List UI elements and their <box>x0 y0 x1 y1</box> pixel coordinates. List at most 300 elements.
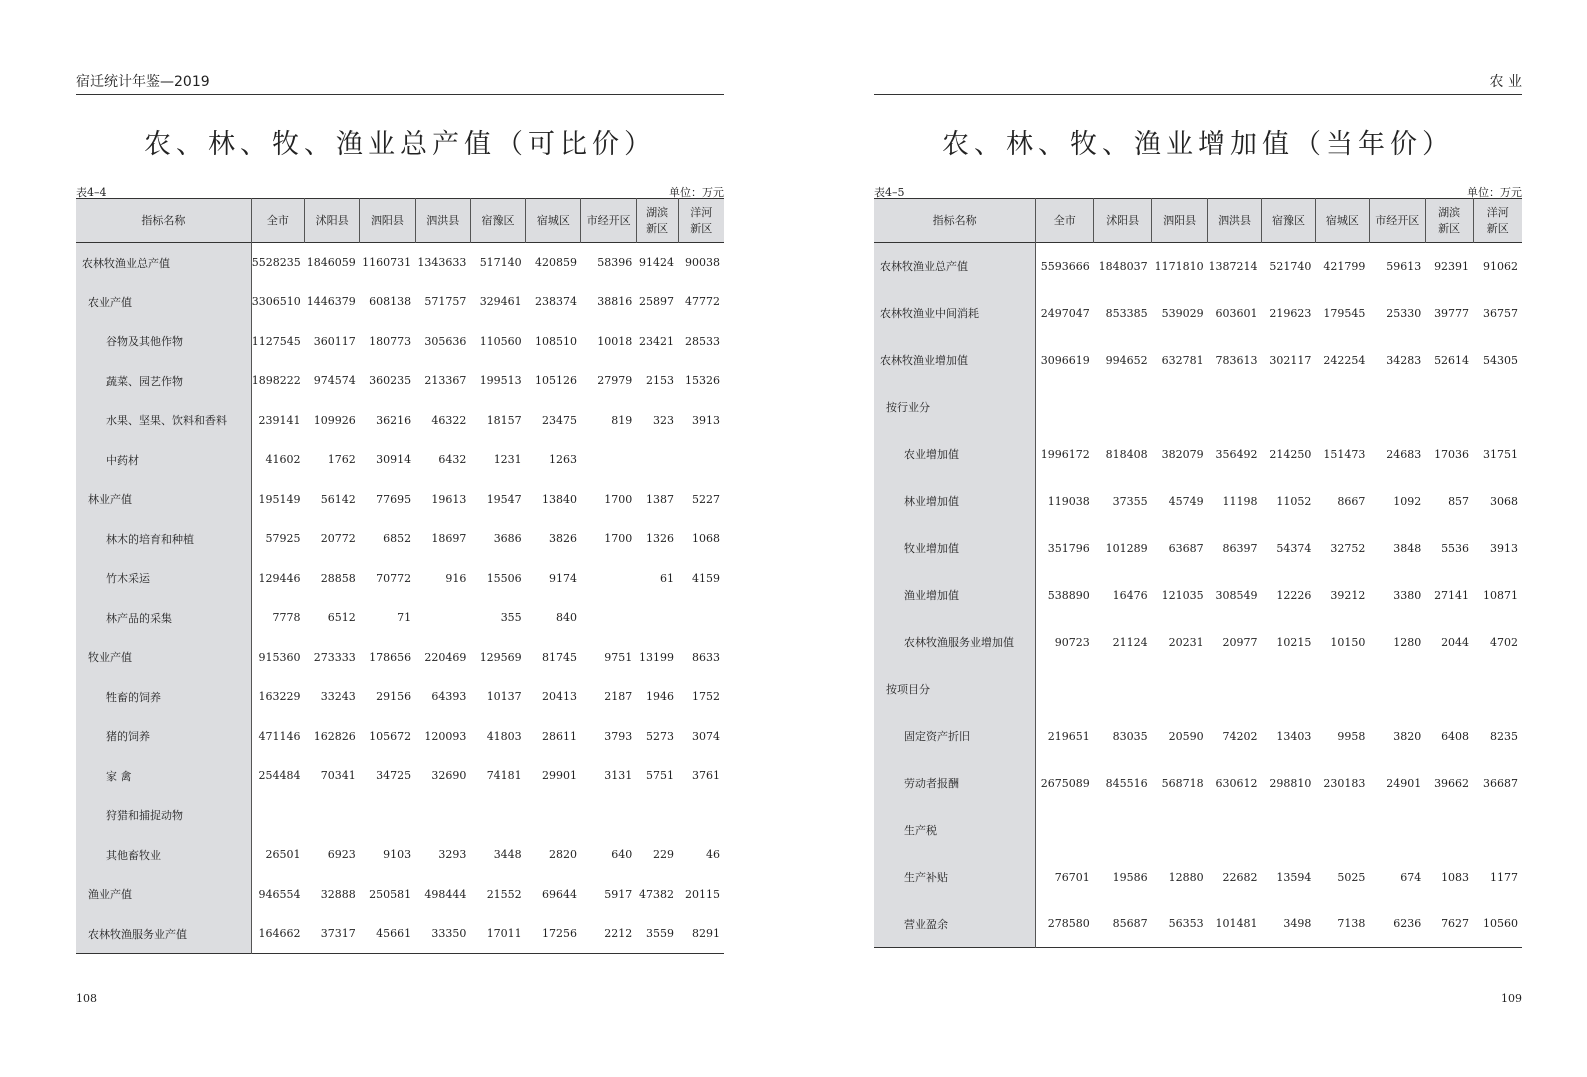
table-cell: 7627 <box>1441 917 1470 931</box>
row-label: 渔业增加值 <box>874 572 1036 619</box>
table-cell: 214250 <box>1269 447 1312 461</box>
table-cell: 33243 <box>320 690 356 704</box>
table-cell: 308549 <box>1215 588 1258 602</box>
table-cell: 74202 <box>1222 729 1258 743</box>
table-cell: 34725 <box>376 769 412 783</box>
table-cell: 632781 <box>1161 353 1204 367</box>
table-cell <box>251 796 304 836</box>
table-cell: 2675089 <box>1040 776 1090 790</box>
table-cell: 213367 <box>424 374 467 388</box>
table-cell <box>470 796 525 836</box>
table-cell: 2820 <box>548 848 577 862</box>
column-header: 湖滨 新区 <box>636 199 678 243</box>
table-cell: 13403 <box>1276 729 1312 743</box>
table-cell: 3913 <box>692 413 720 427</box>
table-cell: 92391 <box>1434 259 1470 273</box>
table-cell <box>1036 384 1094 431</box>
table-cell: 1160731 <box>362 256 412 269</box>
table-cell: 853385 <box>1105 306 1148 320</box>
row-label: 农林牧渔业中间消耗 <box>874 290 1036 337</box>
table-cell: 1068 <box>692 532 720 546</box>
table-cell: 91424 <box>639 256 675 269</box>
table-cell <box>1094 384 1152 431</box>
table-cell: 1848037 <box>1098 259 1148 273</box>
table-row <box>76 322 724 362</box>
table-cell: 17256 <box>541 927 577 940</box>
row-label: 固定资产折旧 <box>874 713 1036 760</box>
table-cell: 32888 <box>320 887 356 901</box>
unit-label: 单位：万元 <box>1467 186 1522 199</box>
table-cell <box>1473 666 1522 713</box>
column-header: 市经开区 <box>1369 199 1425 243</box>
column-header: 泗洪县 <box>1208 199 1262 243</box>
table-cell: 199513 <box>479 374 522 388</box>
table-cell: 845516 <box>1105 776 1148 790</box>
table-cell: 1326 <box>646 532 675 546</box>
column-header: 全市 <box>251 199 304 243</box>
page-title: 农、林、牧、渔业增加值（当年价） <box>942 129 1454 160</box>
table-cell: 8633 <box>692 650 720 664</box>
table-cell: 45749 <box>1168 494 1204 508</box>
row-label: 农业产值 <box>76 282 251 322</box>
row-label: 谷物及其他作物 <box>76 322 251 362</box>
table-row <box>76 796 724 836</box>
table-cell: 32752 <box>1330 541 1366 555</box>
table-cell: 3074 <box>692 729 720 743</box>
table-cell: 640 <box>611 848 633 862</box>
table-cell: 20231 <box>1168 635 1204 649</box>
table-cell: 356492 <box>1215 447 1258 461</box>
table-cell <box>581 440 636 480</box>
table-row <box>76 361 724 401</box>
table-cell: 91062 <box>1483 259 1518 273</box>
table-cell <box>1315 807 1369 854</box>
table-cell: 83035 <box>1112 729 1148 743</box>
data-table <box>874 198 1522 948</box>
section-header: 农 业 <box>1489 74 1522 90</box>
table-cell: 29901 <box>541 769 577 783</box>
table-cell: 994652 <box>1105 353 1148 367</box>
table-cell: 1092 <box>1393 494 1422 508</box>
table-cell: 1127545 <box>251 334 301 348</box>
row-label: 牧业产值 <box>76 638 251 678</box>
table-cell: 603601 <box>1215 306 1258 320</box>
table-cell: 1996172 <box>1040 447 1090 461</box>
page-title: 农、林、牧、渔业总产值（可比价） <box>144 129 656 160</box>
row-label: 按项目分 <box>874 666 1036 713</box>
table-row <box>874 525 1522 572</box>
table-cell: 162826 <box>313 729 356 743</box>
table-row <box>874 572 1522 619</box>
table-cell: 3913 <box>1490 541 1518 555</box>
table-cell: 5536 <box>1441 541 1470 555</box>
table-cell: 7778 <box>272 611 301 625</box>
table-cell: 1343633 <box>417 256 467 269</box>
table-cell: 6512 <box>327 611 356 625</box>
table-cell <box>360 796 415 836</box>
table-cell: 17036 <box>1434 447 1470 461</box>
table-cell: 974574 <box>313 374 356 388</box>
table-cell: 915360 <box>258 650 301 664</box>
table-cell <box>526 796 581 836</box>
row-label: 牧业增加值 <box>874 525 1036 572</box>
table-cell: 3096619 <box>1040 353 1090 367</box>
table-cell: 1762 <box>327 453 356 467</box>
table-cell: 517140 <box>479 256 522 269</box>
table-cell: 33350 <box>431 927 467 940</box>
table-cell: 20590 <box>1168 729 1204 743</box>
table-cell: 69644 <box>541 887 577 901</box>
table-cell: 302117 <box>1269 353 1312 367</box>
table-cell: 3793 <box>604 729 633 743</box>
row-label: 其他畜牧业 <box>76 835 251 875</box>
table-cell <box>1369 384 1425 431</box>
table-cell: 420859 <box>534 256 577 269</box>
table-cell: 61 <box>660 571 675 585</box>
table-cell: 26501 <box>265 848 301 862</box>
table-cell <box>1262 666 1316 713</box>
table-cell: 10137 <box>486 690 522 704</box>
table-cell: 946554 <box>258 887 301 901</box>
column-header: 泗阳县 <box>360 199 415 243</box>
table-cell: 1946 <box>646 690 675 704</box>
table-cell: 1700 <box>604 532 633 546</box>
table-row <box>874 713 1522 760</box>
table-row <box>76 559 724 599</box>
table-cell: 81745 <box>541 650 577 664</box>
table-cell: 1280 <box>1393 635 1422 649</box>
table-cell: 239141 <box>258 413 301 427</box>
table-cell: 86397 <box>1222 541 1258 555</box>
table-row <box>874 901 1522 948</box>
table-cell: 538890 <box>1047 588 1090 602</box>
table-row <box>874 619 1522 666</box>
table-cell: 8667 <box>1337 494 1366 508</box>
table-cell <box>1208 807 1262 854</box>
table-cell: 3131 <box>604 769 633 783</box>
table-row <box>76 717 724 757</box>
table-cell: 29156 <box>376 690 412 704</box>
table-cell: 273333 <box>313 650 356 664</box>
row-label: 林木的培育和种植 <box>76 519 251 559</box>
row-label: 农林牧渔服务业产值 <box>76 914 251 954</box>
table-cell: 10871 <box>1483 588 1518 602</box>
table-cell: 3380 <box>1393 588 1422 602</box>
table-cell: 360235 <box>369 374 412 388</box>
row-label: 林业产值 <box>76 480 251 520</box>
table-cell <box>1369 807 1425 854</box>
table-cell <box>1473 807 1522 854</box>
table-cell: 30914 <box>376 453 412 467</box>
table-cell: 323 <box>653 413 675 427</box>
row-label: 农业增加值 <box>874 431 1036 478</box>
table-cell: 6408 <box>1441 729 1470 743</box>
running-header <box>874 74 1522 95</box>
table-cell: 47772 <box>685 295 720 309</box>
table-cell: 20977 <box>1222 635 1258 649</box>
table-cell <box>1152 666 1208 713</box>
table-cell: 3761 <box>692 769 720 783</box>
row-label: 竹木采运 <box>76 559 251 599</box>
table-cell: 355 <box>500 611 522 625</box>
column-header: 洋河 新区 <box>1473 199 1522 243</box>
table-cell: 10150 <box>1330 635 1366 649</box>
row-label: 中药材 <box>76 440 251 480</box>
row-label: 营业盈余 <box>874 901 1036 948</box>
row-label: 农林牧渔业总产值 <box>76 243 251 283</box>
table-cell: 7138 <box>1337 917 1366 931</box>
table-cell: 3448 <box>493 848 522 862</box>
table-cell: 3820 <box>1393 729 1422 743</box>
column-header: 沭阳县 <box>305 199 360 243</box>
table-cell: 1231 <box>493 453 522 467</box>
table-cell: 13594 <box>1276 870 1312 884</box>
table-cell: 4159 <box>692 571 720 585</box>
table-cell: 16476 <box>1112 588 1148 602</box>
row-label: 农林牧渔服务业增加值 <box>874 619 1036 666</box>
table-cell <box>636 598 678 638</box>
table-cell: 90723 <box>1054 635 1090 649</box>
table-cell: 498444 <box>424 887 467 901</box>
table-cell: 608138 <box>369 295 412 309</box>
table-cell: 54374 <box>1276 541 1312 555</box>
table-cell: 24683 <box>1386 447 1422 461</box>
left-page <box>76 0 724 1077</box>
table-cell: 19547 <box>486 492 522 506</box>
table-cell: 819 <box>611 413 633 427</box>
table-cell <box>1473 384 1522 431</box>
table-cell: 71 <box>397 611 412 625</box>
column-header: 泗洪县 <box>415 199 470 243</box>
table-cell: 19613 <box>431 492 467 506</box>
table-cell: 674 <box>1400 870 1422 884</box>
table-cell: 70772 <box>376 571 412 585</box>
table-cell: 2187 <box>604 690 633 704</box>
table-cell: 37355 <box>1112 494 1148 508</box>
table-row <box>874 854 1522 901</box>
table-row <box>874 478 1522 525</box>
table-cell: 109926 <box>313 413 356 427</box>
table-cell: 219623 <box>1269 306 1312 320</box>
table-number: 表4–4 <box>76 186 107 199</box>
table-cell: 195149 <box>258 492 301 506</box>
table-cell <box>1094 666 1152 713</box>
data-table <box>76 198 724 954</box>
table-row <box>76 756 724 796</box>
table-cell <box>415 796 470 836</box>
table-cell: 421799 <box>1323 259 1366 273</box>
table-cell: 521740 <box>1269 259 1312 273</box>
table-cell: 630612 <box>1215 776 1258 790</box>
table-cell: 18157 <box>486 413 522 427</box>
row-label: 水果、坚果、饮料和香料 <box>76 401 251 441</box>
table-cell: 41602 <box>265 453 301 467</box>
table-cell: 85687 <box>1112 917 1148 931</box>
table-cell: 70341 <box>320 769 356 783</box>
table-cell <box>1036 807 1094 854</box>
table-row <box>76 243 724 283</box>
table-cell <box>1425 807 1473 854</box>
table-cell: 9103 <box>383 848 412 862</box>
table-cell: 9751 <box>604 650 633 664</box>
table-cell: 63687 <box>1168 541 1204 555</box>
row-label: 渔业产值 <box>76 875 251 915</box>
table-cell: 220469 <box>424 650 467 664</box>
row-label: 蔬菜、园艺作物 <box>76 361 251 401</box>
column-header-indicator: 指标名称 <box>76 199 251 243</box>
row-label: 生产税 <box>874 807 1036 854</box>
table-cell <box>1315 666 1369 713</box>
table-cell <box>678 598 724 638</box>
table-cell: 28611 <box>541 729 577 743</box>
row-label: 生产补贴 <box>874 854 1036 901</box>
table-cell: 121035 <box>1161 588 1204 602</box>
table-cell: 58396 <box>597 256 633 269</box>
table-cell: 39777 <box>1434 306 1470 320</box>
table-cell: 23421 <box>639 334 675 348</box>
table-cell: 20772 <box>320 532 356 546</box>
table-cell: 916 <box>445 571 467 585</box>
table-cell: 38816 <box>597 295 633 309</box>
table-cell: 238374 <box>534 295 577 309</box>
table-row <box>76 282 724 322</box>
table-cell: 1387 <box>646 492 675 506</box>
table-row <box>76 914 724 954</box>
table-cell <box>1094 807 1152 854</box>
table-cell <box>581 796 636 836</box>
table-cell <box>1262 807 1316 854</box>
table-cell: 39212 <box>1330 588 1366 602</box>
table-cell: 120093 <box>424 729 467 743</box>
table-cell: 15326 <box>685 374 720 388</box>
table-row <box>874 807 1522 854</box>
table-row <box>76 835 724 875</box>
table-cell: 3848 <box>1393 541 1422 555</box>
table-row <box>874 384 1522 431</box>
table-cell: 24901 <box>1386 776 1422 790</box>
table-row <box>76 480 724 520</box>
table-cell: 12880 <box>1168 870 1204 884</box>
table-cell: 74181 <box>486 769 522 783</box>
table-cell: 10215 <box>1276 635 1312 649</box>
table-cell: 10018 <box>597 334 633 348</box>
table-cell: 3826 <box>548 532 577 546</box>
table-row <box>76 875 724 915</box>
yearbook-header: 宿迁统计年鉴—2019 <box>76 74 210 90</box>
table-cell: 305636 <box>424 334 467 348</box>
table-cell: 783613 <box>1215 353 1258 367</box>
table-cell: 34283 <box>1386 353 1422 367</box>
table-cell: 3068 <box>1490 494 1518 508</box>
table-cell: 1083 <box>1441 870 1470 884</box>
table-cell <box>678 796 724 836</box>
table-cell: 129569 <box>479 650 522 664</box>
table-cell: 163229 <box>258 690 301 704</box>
row-label: 农林牧渔业增加值 <box>874 337 1036 384</box>
row-label: 按行业分 <box>874 384 1036 431</box>
row-label: 农林牧渔业总产值 <box>874 243 1036 290</box>
table-cell: 6852 <box>383 532 412 546</box>
table-cell: 54305 <box>1483 353 1518 367</box>
table-cell <box>1152 384 1208 431</box>
row-label: 劳动者报酬 <box>874 760 1036 807</box>
table-cell: 298810 <box>1269 776 1312 790</box>
table-cell: 229 <box>653 848 675 862</box>
table-cell: 17011 <box>486 927 522 940</box>
table-cell: 6432 <box>438 453 467 467</box>
table-cell: 36757 <box>1483 306 1518 320</box>
running-header <box>76 74 724 95</box>
table-row <box>76 401 724 441</box>
table-cell: 101289 <box>1105 541 1148 555</box>
table-cell <box>1208 384 1262 431</box>
table-cell: 105126 <box>534 374 577 388</box>
table-cell: 27979 <box>597 374 633 388</box>
table-cell: 3559 <box>646 927 675 940</box>
table-row <box>874 243 1522 290</box>
table-cell: 64393 <box>431 690 467 704</box>
row-label: 狩猎和捕捉动物 <box>76 796 251 836</box>
table-cell: 568718 <box>1161 776 1204 790</box>
table-cell: 21552 <box>486 887 522 901</box>
table-cell: 471146 <box>258 729 301 743</box>
table-cell: 5025 <box>1337 870 1366 884</box>
table-cell: 41803 <box>486 729 522 743</box>
table-cell: 31751 <box>1483 447 1518 461</box>
table-cell: 90038 <box>685 256 720 269</box>
table-cell: 9958 <box>1337 729 1366 743</box>
row-label: 林产品的采集 <box>76 598 251 638</box>
table-row <box>874 337 1522 384</box>
table-cell: 818408 <box>1105 447 1148 461</box>
table-cell: 254484 <box>258 769 301 783</box>
table-cell: 179545 <box>1323 306 1366 320</box>
table-row <box>76 677 724 717</box>
table-row <box>76 519 724 559</box>
table-cell: 57925 <box>265 532 301 546</box>
table-cell: 5917 <box>604 887 633 901</box>
table-cell: 46 <box>706 848 720 862</box>
table-cell <box>1152 807 1208 854</box>
table-cell: 52614 <box>1434 353 1470 367</box>
column-header: 泗阳县 <box>1152 199 1208 243</box>
table-cell: 101481 <box>1215 917 1258 931</box>
table-cell: 3306510 <box>251 295 301 309</box>
table-cell: 22682 <box>1222 870 1258 884</box>
table-cell: 278580 <box>1047 917 1090 931</box>
table-cell: 28858 <box>320 571 356 585</box>
table-cell: 250581 <box>369 887 412 901</box>
table-cell: 47382 <box>639 887 675 901</box>
table-cell: 45661 <box>376 927 412 940</box>
table-cell: 11052 <box>1276 494 1312 508</box>
table-row <box>874 760 1522 807</box>
table-cell: 5751 <box>646 769 675 783</box>
table-cell: 119038 <box>1047 494 1090 508</box>
table-cell: 110560 <box>479 334 522 348</box>
table-cell: 77695 <box>376 492 412 506</box>
table-cell: 105672 <box>369 729 412 743</box>
table-cell: 4702 <box>1490 635 1518 649</box>
table-cell: 12226 <box>1276 588 1312 602</box>
table-cell <box>1036 666 1094 713</box>
table-row <box>874 290 1522 337</box>
column-header: 沭阳县 <box>1094 199 1152 243</box>
table-cell <box>636 796 678 836</box>
table-cell: 39662 <box>1434 776 1470 790</box>
table-cell: 13199 <box>639 650 675 664</box>
table-cell <box>415 598 470 638</box>
